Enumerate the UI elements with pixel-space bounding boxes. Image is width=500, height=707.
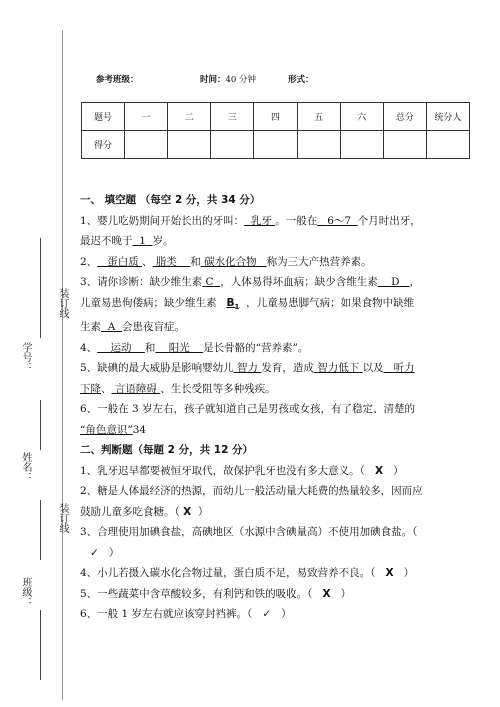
text: 、 xyxy=(160,382,171,395)
score-header-cell: 统分人 xyxy=(426,103,469,131)
judge-mark-cross: X xyxy=(374,464,384,477)
answer-text: 阳光 xyxy=(168,341,190,354)
text: 5、缺碘的最大威胁是影响婴幼儿 xyxy=(80,362,234,375)
text: 发育，造成 xyxy=(261,362,314,375)
class-label: 班级： xyxy=(20,577,31,607)
text: 4、小儿若摄入碳水化合物过量，蛋白质不足，易致营养不良。（ xyxy=(80,567,376,580)
judge-question-5 xyxy=(80,584,472,605)
text: ，人体易得坏血病；缺少含维生素 xyxy=(220,276,378,288)
answer-blank xyxy=(112,383,161,395)
binding-line-label-top: 装订线 xyxy=(57,288,68,318)
answer-blank xyxy=(155,342,203,354)
section2-title: 二、判断题（每题 2 分，共 12 分） xyxy=(80,444,254,457)
text: 1、婴儿吃奶期间开始长出的牙叫： xyxy=(80,214,245,227)
answer-blank xyxy=(378,276,410,288)
question-1-line-1 xyxy=(80,211,472,232)
answer-text: D xyxy=(391,276,400,288)
text: 鼓励儿童多吃食糖。（ xyxy=(80,505,180,518)
answer-blank xyxy=(133,235,153,247)
answer-blank xyxy=(101,321,122,333)
answer-blank xyxy=(97,342,145,354)
answer-subscript: 1 xyxy=(234,302,240,311)
text: ） xyxy=(340,587,352,600)
exam-meta xyxy=(96,73,480,85)
text: 6、一般 1 岁左右就应该穿封裆裤。（ xyxy=(80,608,253,621)
score-input-cell[interactable] xyxy=(340,131,383,159)
answer-blank xyxy=(201,256,267,268)
answer-text: “角色意识” xyxy=(80,423,133,436)
text: 最迟不晚于 xyxy=(80,235,133,247)
answer-text: 智力低下 xyxy=(317,362,360,375)
score-header-cell: 四 xyxy=(254,103,297,131)
text: 和 xyxy=(144,341,156,354)
student-id-underline xyxy=(40,238,41,338)
question-4 xyxy=(80,338,472,359)
text: 、 xyxy=(142,255,153,268)
answer-text: A xyxy=(107,321,116,334)
score-header-cell: 一 xyxy=(125,103,168,131)
text: ） xyxy=(197,505,209,518)
answer-text: 运动 xyxy=(110,341,132,354)
answer-blank xyxy=(314,362,363,374)
score-table-score-row xyxy=(82,131,470,159)
score-input-cell[interactable] xyxy=(426,131,469,159)
text: 2、 xyxy=(80,255,98,268)
judge-mark-cross: X xyxy=(322,587,331,600)
text: 生长受阻等多种残疾。 xyxy=(170,382,276,395)
question-3-line-3 xyxy=(80,317,472,338)
score-input-cell[interactable] xyxy=(297,131,340,159)
binding-line-label-bottom: 装订线 xyxy=(57,503,68,533)
text: ， xyxy=(409,276,421,288)
score-header-cell: 二 xyxy=(168,103,211,131)
form-field-label: 形式： xyxy=(288,75,314,85)
answer-blank xyxy=(202,276,220,288)
score-input-cell[interactable] xyxy=(125,131,168,159)
answer-blank xyxy=(227,297,240,309)
time-field-value: 40 分钟 xyxy=(225,75,257,85)
answer-blank xyxy=(384,362,415,374)
binding-margin-line xyxy=(62,30,63,700)
name-underline xyxy=(40,400,41,450)
answer-blank xyxy=(317,215,358,227)
answer-text: 蛋白质 xyxy=(107,255,139,268)
answer-blank xyxy=(80,383,101,395)
text: 个月时出牙， xyxy=(357,214,421,227)
text: 34 xyxy=(132,423,147,436)
text: 以及 xyxy=(362,362,384,375)
question-6-line-1: 6、一般在 3 岁左右，孩子就知道自己是男孩或女孩，有了稳定、清楚的 xyxy=(80,403,416,416)
answer-blank xyxy=(244,215,275,227)
question-6-line-2 xyxy=(80,420,472,441)
judge-mark-cross: X xyxy=(183,505,192,518)
text: 儿童易患佝偻病；缺少维生素 xyxy=(80,296,217,309)
question-2 xyxy=(80,252,472,273)
text: ） xyxy=(403,567,415,580)
answer-blank xyxy=(234,362,262,374)
answer-text: 乳牙 xyxy=(250,214,272,227)
class-field-label: 参考班级： xyxy=(96,75,139,85)
judge-mark-cross: X xyxy=(385,567,394,580)
score-header-cell: 三 xyxy=(211,103,254,131)
text: 5、一些蔬菜中含草酸较多，有利钙和铁的吸收。（ xyxy=(80,587,313,600)
question-5-line-2 xyxy=(80,379,472,400)
answer-text: 碳水化合物 xyxy=(204,255,257,268)
answer-text: 脂类 xyxy=(155,255,177,268)
score-input-cell[interactable] xyxy=(254,131,297,159)
judge-mark-check: ✓ xyxy=(90,546,99,559)
answer-blank xyxy=(97,256,142,268)
answer-text: 下降 xyxy=(80,382,101,395)
name-label: 姓名： xyxy=(20,452,31,482)
judge-question-6 xyxy=(80,604,472,625)
score-header-cell: 题号 xyxy=(82,103,125,131)
text: 会患夜盲症。 xyxy=(121,321,185,334)
text: 4、 xyxy=(80,341,98,354)
score-header-cell: 五 xyxy=(297,103,340,131)
text: 。一般在 xyxy=(275,214,318,227)
time-field-label: 时间： xyxy=(200,75,226,85)
text: 3、请你诊断：缺少维生素 xyxy=(80,276,203,288)
score-row-label: 得分 xyxy=(82,131,125,159)
answer-text: 6～7 xyxy=(327,214,352,227)
student-id-label: 学号： xyxy=(20,342,31,372)
score-input-cell[interactable] xyxy=(211,131,254,159)
judge-question-2-line-2 xyxy=(80,502,472,523)
answer-text: 智力 xyxy=(237,362,259,375)
answer-text: C xyxy=(205,276,214,288)
class-underline-top xyxy=(40,500,41,560)
text: 1、乳牙迟早都要被恒牙取代，故保护乳牙也没有多大意义。（ xyxy=(80,464,365,477)
answer-text: 听力 xyxy=(393,362,415,375)
question-5-line-1 xyxy=(80,358,472,379)
question-3-line-1 xyxy=(80,272,472,293)
text: 是长骨骼的“营养素”。 xyxy=(203,341,309,354)
score-header-cell: 总分 xyxy=(383,103,426,131)
text: ） xyxy=(393,464,404,477)
text: 称为三大产热营养素。 xyxy=(266,255,372,268)
answer-text: B xyxy=(226,296,235,309)
judge-question-4 xyxy=(80,563,472,584)
text: 、 xyxy=(101,382,112,395)
text: 生素 xyxy=(80,321,101,334)
class-underline-bottom xyxy=(40,610,41,680)
judge-mark-check: ✓ xyxy=(262,608,272,621)
judge-question-1 xyxy=(80,461,472,482)
section1-title: 一、 填空题 （每空 2 分，共 34 分） xyxy=(80,194,261,206)
judge-question-3-line-1: 3、合理使用加碘食盐，高碘地区（水源中含碘量高）不使用加碘食盐。（ xyxy=(80,526,418,539)
judge-question-3-line-2 xyxy=(80,543,472,564)
text: ） xyxy=(281,608,292,621)
score-input-cell[interactable] xyxy=(168,131,211,159)
score-table-header-row xyxy=(82,103,470,131)
answer-text: 1 xyxy=(139,235,146,247)
answer-text: 言语障碍 xyxy=(114,382,157,395)
score-header-cell: 六 xyxy=(340,103,383,131)
text: 岁。 xyxy=(152,235,174,247)
score-input-cell[interactable] xyxy=(383,131,426,159)
question-1-line-2 xyxy=(80,231,472,252)
answer-blank xyxy=(80,424,133,436)
judge-question-2-line-1: 2、糖是人体最经济的热源，而幼儿一般活动量大耗费的热量较多，因而应 xyxy=(80,485,423,498)
exam-content xyxy=(80,190,472,625)
text: ，儿童易患脚气病；如果食物中缺维 xyxy=(246,296,415,309)
time-field xyxy=(200,73,256,85)
question-3-line-2 xyxy=(80,293,472,318)
text: ） xyxy=(108,546,120,559)
answer-blank xyxy=(153,256,191,268)
text: 和 xyxy=(190,255,201,268)
score-table xyxy=(81,102,470,159)
